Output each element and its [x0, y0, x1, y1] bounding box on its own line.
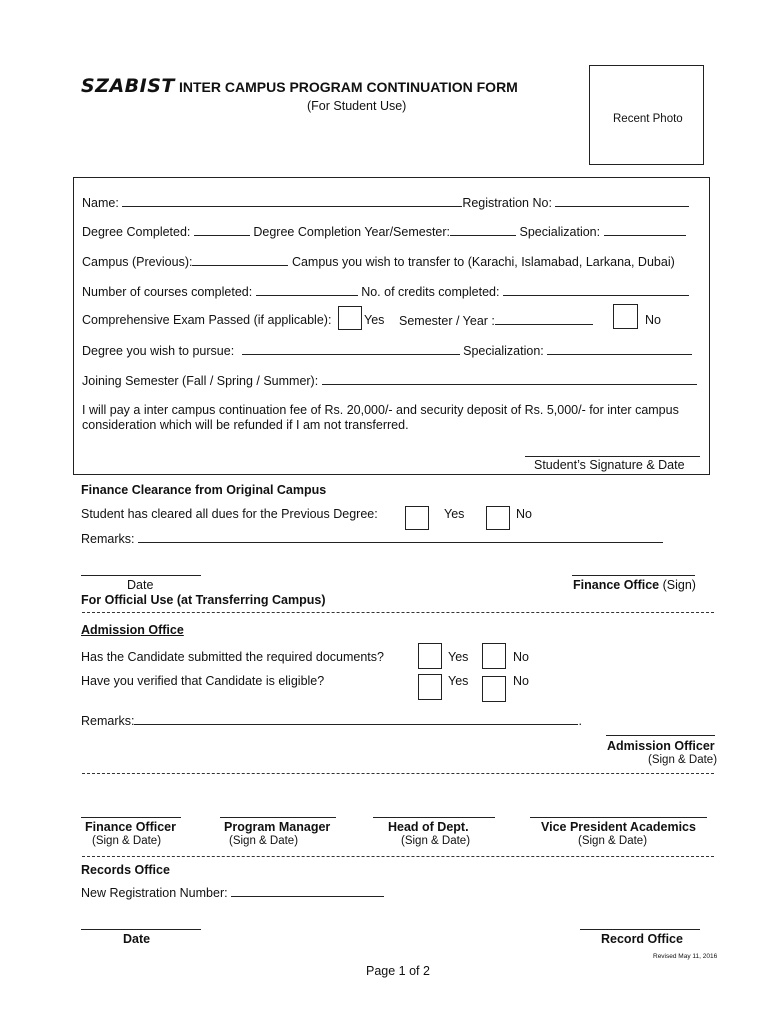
- name-field[interactable]: [122, 195, 462, 207]
- record-office-sign-line[interactable]: [580, 929, 700, 930]
- finance-office-label: [573, 578, 696, 592]
- finance-yes-checkbox[interactable]: [405, 506, 429, 530]
- admission-remarks-row: Remarks: .: [81, 714, 582, 728]
- section-divider-2: [82, 773, 714, 774]
- records-date-line[interactable]: [81, 929, 201, 930]
- vp-academics-sign-date: (Sign & Date): [578, 835, 648, 847]
- form-subtitle: (For Student Use): [307, 99, 407, 113]
- degree-pursue-field[interactable]: [242, 343, 460, 355]
- comp-exam-yes-checkbox[interactable]: [338, 306, 362, 330]
- new-registration-field[interactable]: [231, 885, 384, 897]
- degree-completed-label: Degree Completed:: [82, 225, 191, 239]
- new-registration-row: [81, 885, 384, 900]
- finance-remarks-label: Remarks:: [81, 532, 135, 546]
- finance-remarks-field[interactable]: [138, 531, 663, 543]
- new-registration-label: New Registration Number:: [81, 886, 228, 900]
- student-signature-label: Student’s Signature & Date: [534, 458, 685, 472]
- admission-q1-yes-label: Yes: [448, 650, 469, 664]
- admission-heading: Admission Office: [81, 623, 184, 637]
- head-of-dept-title: Head of Dept.: [388, 820, 469, 834]
- comp-exam-label: Comprehensive Exam Passed (if applicable):: [82, 313, 332, 327]
- joining-semester-row: [82, 373, 697, 388]
- admission-officer-label: Admission Officer: [607, 739, 715, 753]
- finance-officer-sign-line[interactable]: [81, 817, 181, 818]
- name-row: [82, 195, 689, 210]
- vp-academics-sign-line[interactable]: [530, 817, 707, 818]
- courses-completed-field[interactable]: [256, 284, 358, 296]
- records-date-label: Date: [123, 932, 151, 946]
- registration-field[interactable]: [555, 195, 689, 207]
- courses-completed-label: Number of courses completed:: [82, 285, 253, 299]
- finance-date-line[interactable]: [81, 575, 201, 576]
- records-heading: Records Office: [81, 863, 170, 877]
- admission-remarks-field[interactable]: [134, 713, 578, 725]
- transfer-campus-label: Campus you wish to transfer to (Karachi, Islamabad, Larkana, Dubai): [291, 255, 675, 269]
- registration-label: Registration No:: [462, 196, 552, 210]
- vp-academics-title: Vice President Academics: [541, 820, 696, 834]
- degree-completion-year-label: Degree Completion Year/Semester:: [253, 225, 451, 239]
- comp-exam-no-label: No: [645, 313, 661, 327]
- finance-office-title: Finance Office: [573, 578, 660, 592]
- specialization-field[interactable]: [604, 224, 686, 236]
- szabist-logo: SZABIST: [81, 75, 175, 97]
- specialization2-field[interactable]: [547, 343, 692, 355]
- degree-pursue-label: Degree you wish to pursue:: [82, 344, 235, 358]
- credits-completed-field[interactable]: [503, 284, 689, 296]
- semester-year-row: [399, 313, 593, 328]
- degree-pursue-row: [82, 343, 692, 358]
- finance-remarks-row: [81, 531, 663, 546]
- section-divider-1: [82, 612, 714, 613]
- page-number: Page 1 of 2: [366, 964, 430, 978]
- head-of-dept-sign-line[interactable]: [373, 817, 495, 818]
- fee-statement-line1: I will pay a inter campus continuation fee of Rs. 20,000/- and security deposit of Rs. 5,000/- for inter campus: [82, 403, 679, 417]
- admission-remarks-label: Remarks:: [81, 714, 135, 728]
- finance-no-label: No: [516, 507, 532, 521]
- finance-officer-sign-date: (Sign & Date): [92, 835, 162, 847]
- comp-exam-yes-label: Yes: [364, 313, 385, 327]
- head-of-dept-sign-date: (Sign & Date): [401, 835, 471, 847]
- admission-q2-no-label: No: [513, 674, 529, 688]
- official-use-heading: For Official Use (at Transferring Campus): [81, 593, 326, 607]
- admission-q2: Have you verified that Candidate is eligible?: [81, 674, 325, 688]
- admission-q2-no-checkbox[interactable]: [482, 676, 506, 702]
- finance-no-checkbox[interactable]: [486, 506, 510, 530]
- section-divider-3: [82, 856, 714, 857]
- admission-officer-sign-line[interactable]: [606, 735, 715, 736]
- finance-date-label: Date: [127, 578, 154, 592]
- record-office-label: Record Office: [601, 932, 683, 946]
- admission-q2-yes-checkbox[interactable]: [418, 674, 442, 700]
- finance-heading: Finance Clearance from Original Campus: [81, 483, 327, 497]
- form-title: INTER CAMPUS PROGRAM CONTINUATION FORM: [179, 79, 518, 95]
- courses-row: [82, 284, 689, 299]
- admission-officer-sign-date: (Sign & Date): [648, 754, 718, 766]
- finance-officer-title: Finance Officer: [85, 820, 176, 834]
- admission-q1-no-label: No: [513, 650, 529, 664]
- admission-q1-yes-checkbox[interactable]: [418, 643, 442, 669]
- admission-q1: Has the Candidate submitted the required documents?: [81, 650, 384, 664]
- student-signature-line[interactable]: [525, 456, 700, 457]
- campus-row: [82, 254, 675, 269]
- name-label: Name:: [82, 196, 119, 210]
- credits-completed-label: No. of credits completed:: [361, 285, 500, 299]
- finance-yes-label: Yes: [444, 507, 465, 521]
- degree-completion-year-field[interactable]: [450, 224, 516, 236]
- semester-year-field[interactable]: [495, 313, 593, 325]
- admission-q1-no-checkbox[interactable]: [482, 643, 506, 669]
- program-manager-sign-line[interactable]: [220, 817, 336, 818]
- photo-label: Recent Photo: [613, 113, 683, 125]
- fee-statement-line2: consideration which will be refunded if I am not transferred.: [82, 418, 409, 432]
- joining-semester-field[interactable]: [322, 373, 697, 385]
- program-manager-title: Program Manager: [224, 820, 331, 834]
- finance-office-sign: (Sign): [662, 578, 696, 592]
- program-manager-sign-date: (Sign & Date): [229, 835, 299, 847]
- specialization2-label: Specialization:: [463, 344, 544, 358]
- campus-previous-field[interactable]: [192, 254, 288, 266]
- joining-semester-label: Joining Semester (Fall / Spring / Summer):: [82, 374, 319, 388]
- revised-date: Revised May 11, 2016: [653, 953, 718, 960]
- degree-completed-field[interactable]: [194, 224, 250, 236]
- finance-question: Student has cleared all dues for the Previous Degree:: [81, 507, 378, 521]
- campus-previous-label: Campus (Previous):: [82, 255, 193, 269]
- comp-exam-no-checkbox[interactable]: [613, 304, 638, 329]
- semester-year-label: Semester / Year :: [399, 314, 495, 328]
- degree-row: [82, 224, 686, 239]
- specialization-label: Specialization:: [519, 225, 601, 239]
- admission-q2-yes-label: Yes: [448, 674, 469, 688]
- finance-office-sign-line[interactable]: [572, 575, 695, 576]
